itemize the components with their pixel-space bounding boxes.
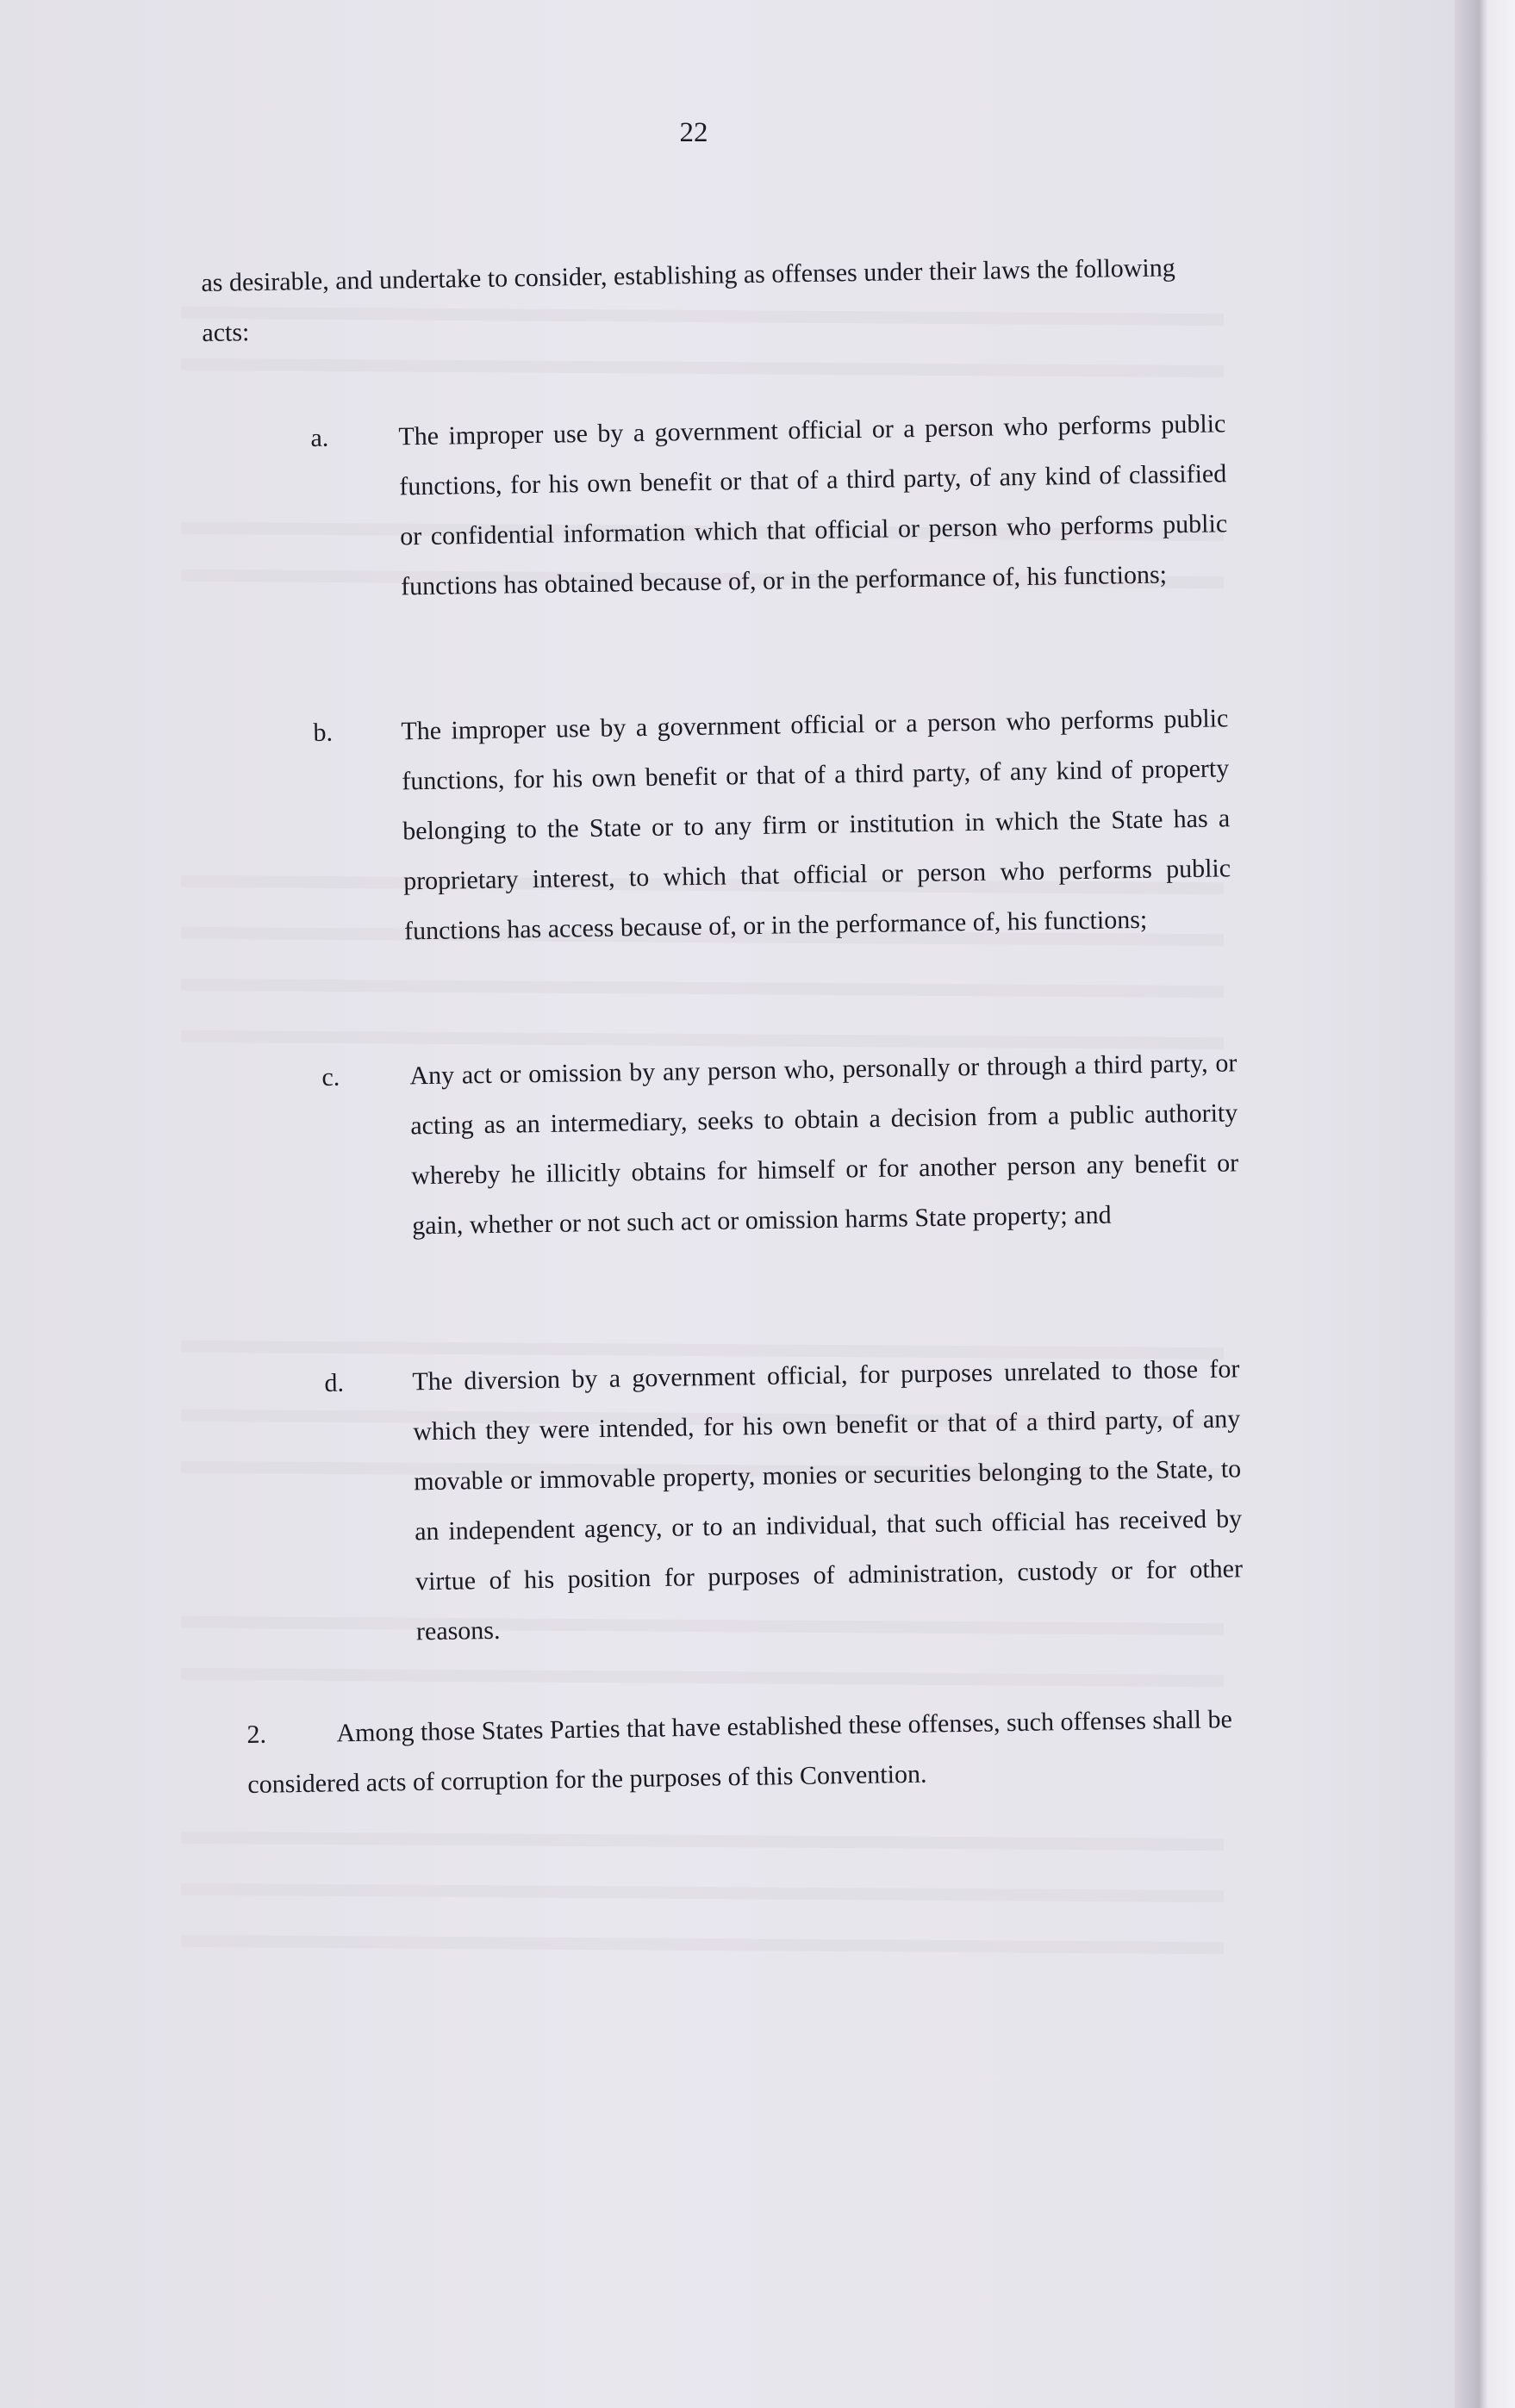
list-marker: a. bbox=[310, 423, 329, 452]
bleed-through-line bbox=[181, 1883, 1224, 1902]
bleed-through-line bbox=[181, 1935, 1224, 1954]
bleed-through-line bbox=[181, 1668, 1224, 1687]
list-item-text: The diversion by a government official, for purposes unrelated to those for which they were intended, for his own benefit or that of a third party, of any movable or immovable property, monies or securities belonging to the State, to an independent agency, or to an individual, that such official has received by virtue of his position for purposes of administration, custody or for other reasons. bbox=[412, 1354, 1244, 1646]
closing-paragraph-text: Among those States Parties that have established these offenses, such offenses shall be considered acts of corruption for the purposes of this Convention. bbox=[247, 1705, 1233, 1799]
bleed-through-line bbox=[181, 1832, 1224, 1851]
paragraph-number: 2. bbox=[246, 1720, 267, 1749]
list-item-text: The improper use by a government official or a person who performs public functions, for his own benefit or that of a third party, of any kind of property belonging to the State or to any firm or institution in which the State has a proprietary interest, to which that official or person who performs public functions has access because of, or in the performance of, his functions; bbox=[401, 704, 1231, 946]
list-item-a bbox=[310, 396, 1431, 601]
page-number: 22 bbox=[679, 117, 708, 148]
page-edge-shadow bbox=[1455, 0, 1515, 2408]
intro-paragraph: as desirable, and undertake to consider, establishing as offenses under their laws the following acts: bbox=[201, 253, 1176, 347]
list-marker: d. bbox=[324, 1368, 345, 1397]
bleed-through-line bbox=[181, 358, 1224, 377]
list-marker: c. bbox=[321, 1062, 340, 1092]
list-item-text: The improper use by a government official or a person who performs public functions, for his own benefit or that of a third party, of any kind of classified or confidential information which that official or person who performs public functions has obtained because of, or in the performance of, his functions; bbox=[398, 409, 1228, 601]
list-item-b bbox=[313, 691, 1433, 946]
list-marker: b. bbox=[313, 718, 334, 747]
list-item-text: Any act or omission by any person who, personally or through a third party, or acting as an intermediary, seeks to obtain a decision from a public authority whereby he illicitly obtains for himself or for another person any benefit or gain, whether or not such act or omission harms State property; and bbox=[409, 1048, 1239, 1241]
bleed-through-line bbox=[181, 979, 1224, 998]
closing-paragraph bbox=[246, 1695, 1239, 1810]
